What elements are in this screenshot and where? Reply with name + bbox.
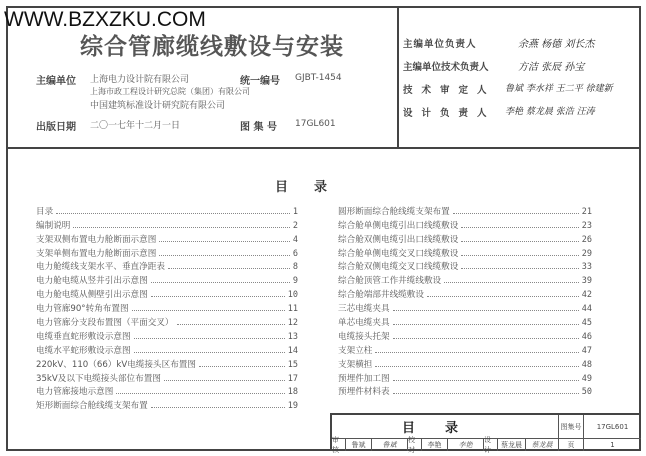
toc-entry-page: 6 [292,248,298,259]
title-block [330,413,641,454]
toc-entry[interactable] [338,217,592,231]
toc-entry-page: 10 [287,290,298,301]
toc-entry-title: 35kV及以下电缆接头部位布置图 [36,373,161,384]
toc-entry-title: 综合舱端部井线缆敷设 [338,290,424,301]
toc-entry-page: 13 [287,331,298,342]
leader-dots [444,282,579,283]
leader-dots [393,338,579,339]
toc-entry-title: 电缆垂直蛇形敷设示意图 [36,331,131,342]
atlas-no-label: 图集号 [559,415,584,439]
toc-entry[interactable] [338,384,592,398]
toc-entry-title: 电缆水平蛇形敷设示意图 [36,345,131,356]
toc-entry-title: 预埋件材料表 [338,387,390,398]
toc-entry-title: 综合舱顶管工作井缆线敷设 [338,276,442,287]
toc-entry-page: 8 [292,262,298,273]
toc-entry[interactable] [338,245,592,259]
designer-name: 蔡龙晨 [498,439,526,451]
signature-2: 方洁 张辰 孙宝 [518,62,585,73]
toc-entry[interactable] [36,370,298,384]
toc-entry-title: 预埋件加工图 [338,373,390,384]
editor-1: 上海电力设计院有限公司 [90,75,190,85]
leader-dots [56,213,290,214]
reviewer-signature: 鲁斌 [372,439,408,451]
toc-entry-page: 14 [287,345,298,356]
toc-entry-title: 220kV、110（66）kV电缆接头区布置图 [36,359,196,370]
checker-name: 李艳 [422,439,448,451]
editor-3: 中国建筑标准设计研究院有限公司 [90,101,226,111]
leader-dots [461,255,578,256]
toc-entry-page: 12 [287,318,298,329]
toc-entry-page: 19 [287,401,298,412]
toc-heading: 目 录 [275,180,328,195]
leader-dots [427,296,579,297]
toc-left-column [36,203,298,411]
watermark: WWW.BZXZKU.COM [4,8,206,31]
signature-4: 李艳 蔡龙晨 张浩 汪涛 [505,107,595,117]
toc-entry-title: 支架立柱 [338,345,373,356]
leader-dots [393,393,579,394]
leader-dots [134,338,285,339]
checker-signature: 李艳 [448,439,484,451]
leader-dots [393,310,579,311]
toc-entry[interactable] [338,314,592,328]
toc-entry[interactable] [338,300,592,314]
toc-entry-title: 电力管廊90°转角布置图 [36,304,129,315]
toc-entry-title: 电缆接头托架 [338,331,390,342]
toc-entry-page: 1 [292,206,298,217]
toc-entry[interactable] [338,356,592,370]
toc-entry-page: 42 [581,290,592,301]
toc-entry-title: 电力管廊接地示意图 [36,387,114,398]
review-label: 审核 [332,439,346,451]
code-label: 统一编号 [240,76,280,87]
leader-dots [134,352,285,353]
leader-dots [151,296,285,297]
toc-entry[interactable] [338,370,592,384]
leader-dots [375,366,578,367]
toc-entry-page: 44 [581,304,592,315]
page-number: 1 [610,441,615,449]
leader-dots [177,324,285,325]
date-value: 二〇一七年十二月一日 [90,121,181,131]
toc-entry[interactable] [338,259,592,273]
toc-entry[interactable] [36,286,298,300]
toc-entry-page: 29 [581,248,592,259]
toc-entry[interactable] [36,356,298,370]
resp-label-1: 主编单位负责人 [403,39,477,50]
toc-entry-title: 综合舱单侧电缆引出口线缆敷设 [338,220,459,231]
atlas-value: 17GL601 [295,119,336,129]
toc-entry-page: 23 [581,220,592,231]
toc-entry[interactable] [36,231,298,245]
toc-entry-title: 电力舱电缆从侧壁引出示意图 [36,290,148,301]
toc-entry[interactable] [36,328,298,342]
design-label: 设计 [484,439,498,451]
toc-entry-title: 目录 [36,206,54,217]
toc-entry-page: 47 [581,345,592,356]
leader-dots [73,227,289,228]
toc-entry-page: 15 [287,359,298,370]
toc-entry-title: 电力舱缆线支架水平、垂直净距表 [36,262,165,273]
toc-entry-title: 支架单侧布置电力舱断面示意图 [36,248,157,259]
signature-1: 余燕 杨德 刘长杰 [518,39,595,50]
toc-entry[interactable] [36,272,298,286]
toc-entry-title: 矩形断面综合舱线缆支架布置 [36,401,148,412]
leader-dots [393,324,579,325]
leader-dots [168,268,290,269]
toc-entry-title: 支架横担 [338,359,373,370]
toc-entry[interactable] [36,300,298,314]
editor-label: 主编单位 [36,76,76,87]
resp-label-4: 设计负责人 [403,108,496,119]
leader-dots [199,366,285,367]
leader-dots [132,310,285,311]
toc-entry-title: 圆形断面综合舱线缆支架布置 [338,206,450,217]
toc-entry-page: 45 [581,318,592,329]
check-label: 校对 [408,439,422,451]
toc-entry-title: 综合舱单侧电缆交叉口线缆敷设 [338,248,459,259]
toc-entry-page: 4 [292,234,298,245]
toc-entry-page: 39 [581,276,592,287]
toc-entry-title: 支架双侧布置电力舱断面示意图 [36,234,157,245]
toc-entry-title: 电力舱电缆从竖井引出示意图 [36,276,148,287]
toc-entry-page: 50 [581,387,592,398]
toc-entry-page: 21 [581,206,592,217]
toc-entry-page: 9 [292,276,298,287]
leader-dots [461,241,578,242]
toc-entry-title: 电力管廊分支段布置图（平面交叉） [36,318,174,329]
resp-label-3: 技术审定人 [403,85,496,96]
toc-entry-page: 49 [581,373,592,384]
leader-dots [393,380,579,381]
toc-entry-title: 三芯电缆夹具 [338,304,390,315]
designer-signature: 蔡龙晨 [526,439,559,451]
resp-label-2: 主编单位技术负责人 [403,62,489,73]
page-label: 页 [559,439,584,451]
leader-dots [375,352,578,353]
leader-dots [159,241,290,242]
toc-entry-page: 17 [287,373,298,384]
leader-dots [116,393,284,394]
leader-dots [453,213,579,214]
reviewer-name: 鲁斌 [346,439,372,451]
code-value: GJBT-1454 [295,73,342,83]
toc-entry-page: 33 [581,262,592,273]
toc-entry[interactable] [338,328,592,342]
toc-entry[interactable] [36,259,298,273]
toc-entry-title: 编制说明 [36,220,71,231]
toc-entry[interactable] [338,272,592,286]
toc-entry[interactable] [36,203,298,217]
toc-right-column [338,203,592,397]
leader-dots [151,407,285,408]
toc-entry-page: 2 [292,220,298,231]
toc-entry-page: 26 [581,234,592,245]
signature-3: 鲁斌 李水祥 王二平 徐建新 [505,84,613,94]
toc-entry-page: 11 [287,304,298,315]
leader-dots [164,380,285,381]
toc-entry[interactable] [36,217,298,231]
atlas-no-value: 17GL601 [584,415,641,439]
toc-entry[interactable] [338,231,592,245]
toc-entry-title: 综合舱双侧电缆交叉口线缆敷设 [338,262,459,273]
leader-dots [461,227,578,228]
toc-entry[interactable] [36,384,298,398]
toc-entry[interactable] [338,286,592,300]
date-label: 出版日期 [36,122,76,133]
leader-dots [461,268,578,269]
toc-entry-page: 18 [287,387,298,398]
toc-entry[interactable] [338,342,592,356]
leader-dots [151,282,290,283]
toc-entry[interactable] [36,397,298,411]
header-responsible-panel [399,6,641,149]
leader-dots [159,255,290,256]
document-title: 综合管廊缆线敷设与安装 [80,34,344,60]
title-block-name: 目录 [401,421,488,436]
toc-entry-page: 46 [581,331,592,342]
toc-entry-title: 综合舱双侧电缆引出口线缆敷设 [338,234,459,245]
toc-entry[interactable] [36,245,298,259]
editor-2: 上海市政工程设计研究总院（集团）有限公司 [90,87,250,96]
toc-entry[interactable] [36,314,298,328]
toc-entry-title: 单芯电缆夹具 [338,318,390,329]
toc-entry[interactable] [338,203,592,217]
toc-entry-page: 48 [581,359,592,370]
toc-entry[interactable] [36,342,298,356]
atlas-label: 图 集 号 [240,122,277,133]
